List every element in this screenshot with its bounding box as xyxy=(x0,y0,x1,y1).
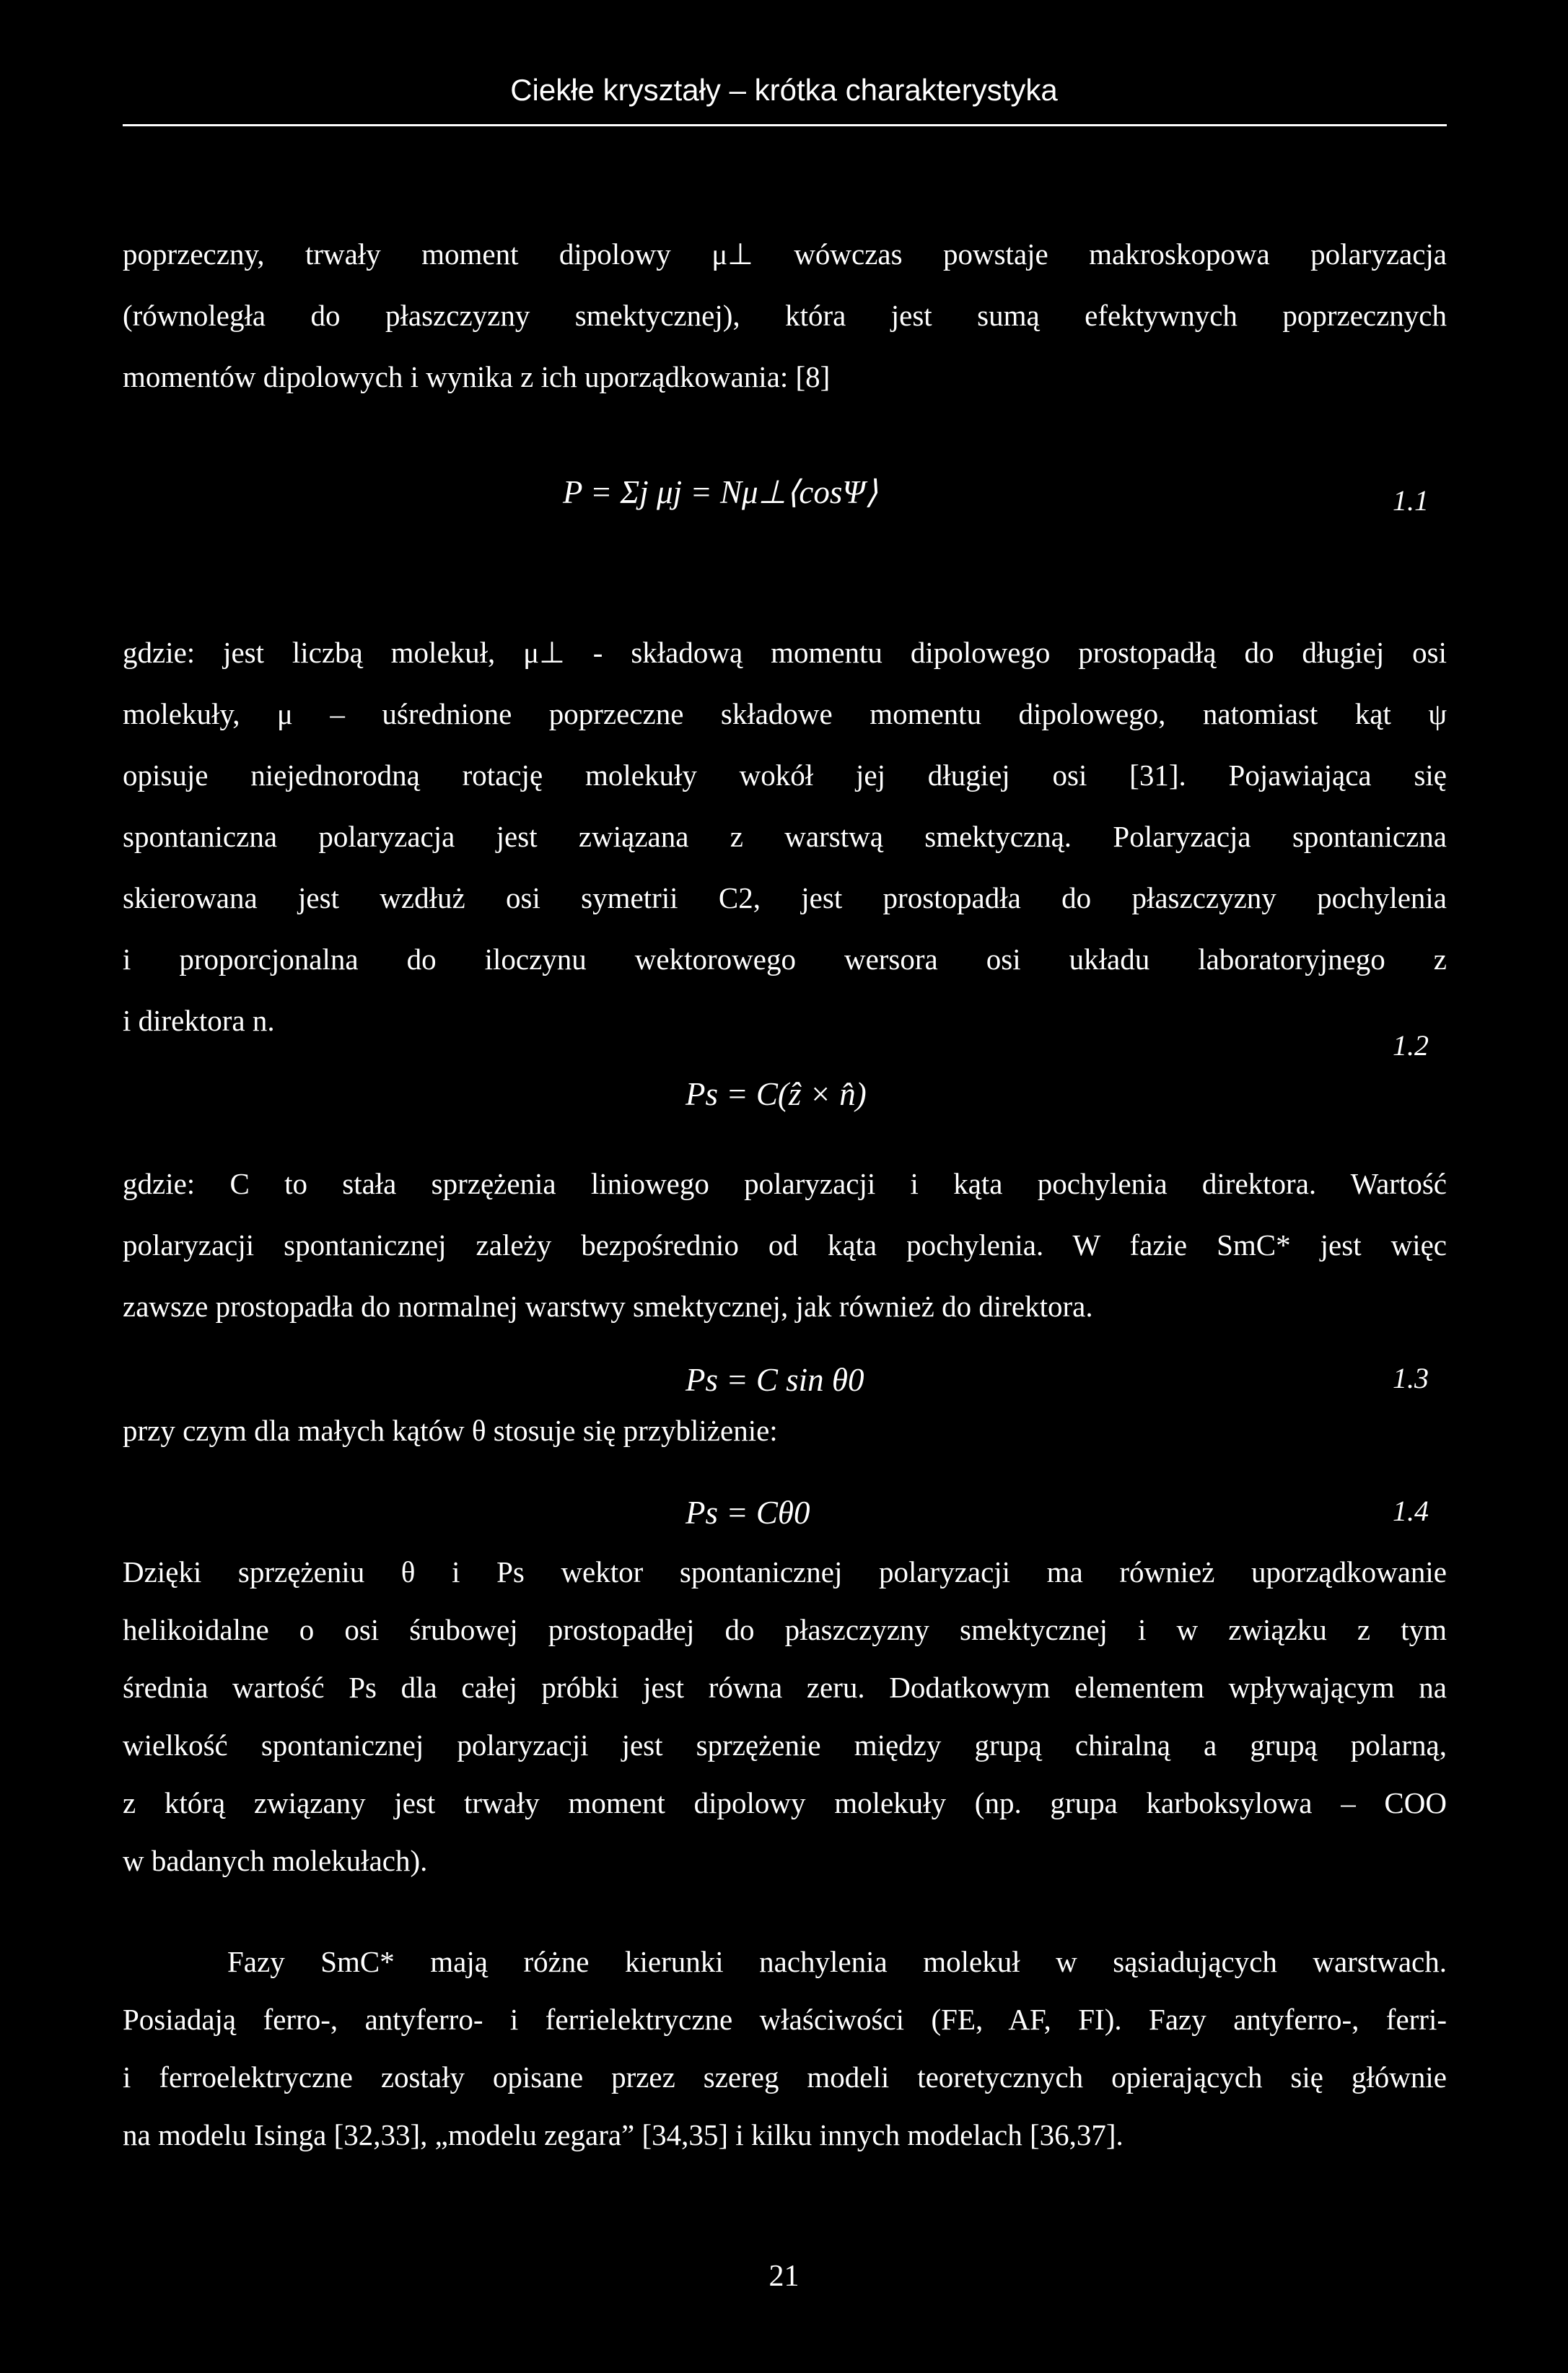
paragraph-4 xyxy=(123,1543,1447,1889)
equation-number: 1.4 xyxy=(1393,1495,1429,1527)
text-line: gdzie: jest liczbą molekuł, μ⊥ - składową momentu dipolowego prostopadłą do długiej osi xyxy=(123,636,1447,669)
text-line: polaryzacji spontanicznej zależy bezpośrednio od kąta pochylenia. W fazie SmC* jest więc xyxy=(123,1228,1447,1262)
text-line: gdzie: C to stała sprzężenia liniowego polaryzacji i kąta pochylenia direktora. Wartość xyxy=(123,1167,1447,1200)
equation-1-4: Ps = Cθ0 xyxy=(686,1495,810,1531)
paragraph-1 xyxy=(123,224,1447,408)
text-line: skierowana jest wzdłuż osi symetrii C2, jest prostopadła do płaszczyzny pochylenia xyxy=(123,881,1447,914)
text-line: Dzięki sprzężeniu θ i Ps wektor spontanicznej polaryzacji ma również uporządkowanie xyxy=(123,1555,1447,1588)
equation-1-1: P = Σj μj = Nμ⊥⟨cosΨ⟩ xyxy=(563,474,878,510)
text-line: i proporcjonalna do iloczynu wektorowego wersora osi układu laboratoryjnego z xyxy=(123,943,1447,976)
paragraph-2 xyxy=(123,622,1447,1052)
text-line: przy czym dla małych kątów θ stosuje się przybliżenie: xyxy=(123,1414,778,1447)
paragraph-5 xyxy=(123,1933,1447,2164)
equation-number: 1.1 xyxy=(1393,484,1429,517)
text-line: spontaniczna polaryzacja jest związana z warstwą smektyczną. Polaryzacja spontaniczna xyxy=(123,820,1447,853)
text-line: momentów dipolowych i wynika z ich uporządkowania: [8] xyxy=(123,360,831,393)
text-line: Posiadają ferro-, antyferro- i ferrielektryczne właściwości (FE, AF, FI). Fazy antyferro-, ferri- xyxy=(123,2003,1447,2036)
text-line: (równoległa do płaszczyzny smektycznej), która jest sumą efektywnych poprzecznych xyxy=(123,299,1447,332)
text-line: poprzeczny, trwały moment dipolowy μ⊥ wówczas powstaje makroskopowa polaryzacja xyxy=(123,237,1447,271)
text-line: zawsze prostopadła do normalnej warstwy smektycznej, jak również do direktora. xyxy=(123,1290,1093,1323)
text-line: na modelu Isinga [32,33], „modelu zegara” [34,35] i kilku innych modelach [36,37]. xyxy=(123,2118,1124,2151)
text-line: wielkość spontanicznej polaryzacji jest sprzężenie między grupą chiralną a grupą polarną, xyxy=(123,1729,1447,1762)
text-line: średnia wartość Ps dla całej próbki jest równa zeru. Dodatkowym elementem wpływającym na xyxy=(123,1671,1447,1704)
text-line: molekuły, μ – uśrednione poprzeczne składowe momentu dipolowego, natomiast kąt ψ xyxy=(123,697,1447,730)
text-line: opisuje niejednorodną rotację molekuły wokół jej długiej osi [31]. Pojawiająca się xyxy=(123,759,1447,792)
text-line: Fazy SmC* mają różne kierunki nachylenia molekuł w sąsiadujących warstwach. xyxy=(227,1945,1447,1978)
text-line: helikoidalne o osi śrubowej prostopadłej do płaszczyzny smektycznej i w związku z tym xyxy=(123,1613,1447,1646)
equation-number: 1.2 xyxy=(1393,1029,1429,1062)
text-line: z którą związany jest trwały moment dipolowy molekuły (np. grupa karboksylowa – COO xyxy=(123,1786,1447,1819)
page-number: 21 xyxy=(768,2260,800,2293)
paragraph-3 xyxy=(123,1153,1447,1337)
equation-number: 1.3 xyxy=(1393,1362,1429,1394)
text-line: w badanych molekułach). xyxy=(123,1844,428,1877)
running-header: Ciekłe kryształy – krótka charakterystyka xyxy=(510,73,1058,107)
equation-1-3: Ps = C sin θ0 xyxy=(686,1362,864,1398)
text-line: i direktora n. xyxy=(123,1004,275,1037)
text-line: i ferroelektryczne zostały opisane przez szereg modeli teoretycznych opierających się głównie xyxy=(123,2060,1447,2094)
header-rule xyxy=(123,124,1447,126)
equation-1-2: Ps = C(ẑ × n̂) xyxy=(686,1076,867,1112)
